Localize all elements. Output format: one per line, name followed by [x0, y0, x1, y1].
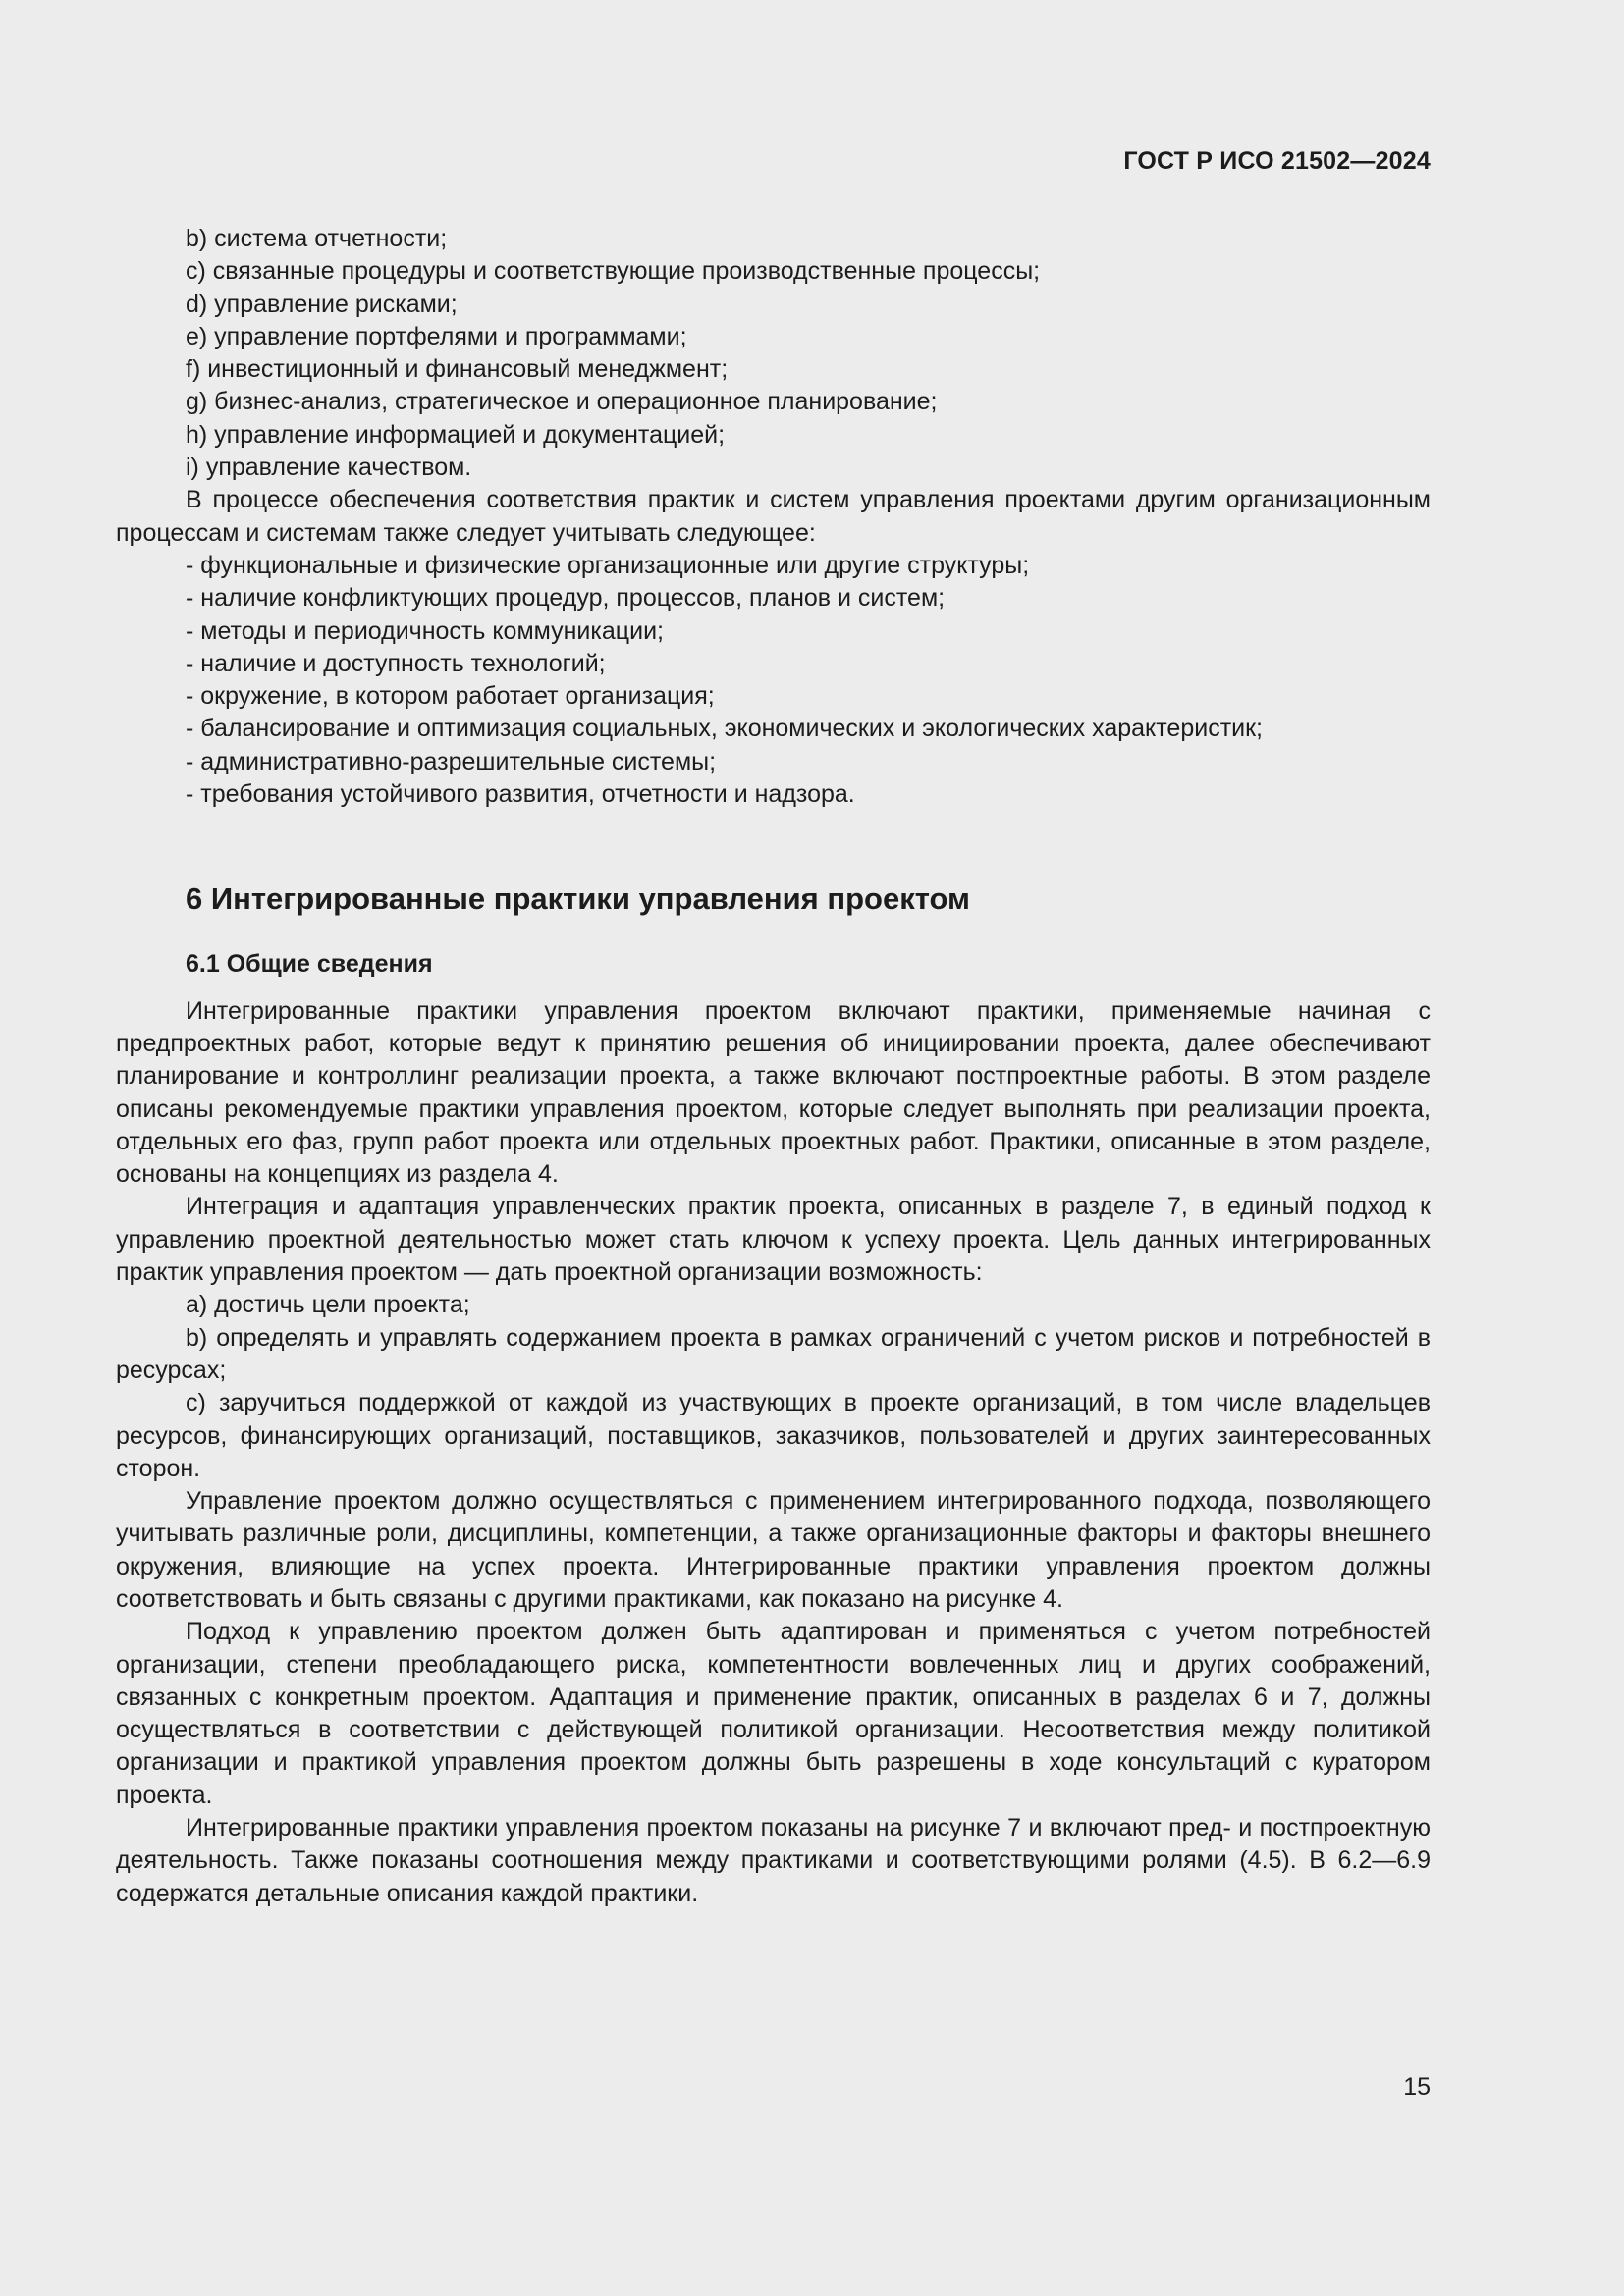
dash-list-item: - окружение, в котором работает организация;	[186, 682, 715, 711]
page-number: 15	[1403, 2073, 1431, 2101]
dash-list-item: - балансирование и оптимизация социальных, экономических и экологических характеристик;	[186, 715, 1263, 743]
paragraph: Управление проектом должно осуществляться с применением интегрированного подхода, позволяющего учитывать различные роли, дисциплины, компетенции, а также организационные факторы и факторы внешнего окружения, влияющие на успех проекта. Интегрированные практики управления проектом должны соответствовать и быть связаны с другими практиками, как показано на рисунке 4.	[116, 1487, 1431, 1613]
dash-list-item: - наличие и доступность технологий;	[186, 649, 606, 677]
list-item: h) управление информацией и документацией;	[186, 420, 726, 449]
list-item: d) управление рисками;	[186, 290, 458, 318]
spacer	[116, 919, 1431, 948]
spacer	[116, 982, 1431, 995]
dash-list-item: - административно-разрешительные системы;	[186, 747, 717, 775]
subsection-6-1-heading: 6.1 Общие сведения	[186, 950, 433, 979]
list-item: a) достичь цели проекта;	[186, 1291, 470, 1319]
list-item: e) управление портфелями и программами;	[186, 322, 687, 350]
list-item: i) управление качеством.	[186, 454, 472, 482]
paragraph: Подход к управлению проектом должен быть адаптирован и применяться с учетом потребностей организации, степени преобладающего риска, компетентности вовлеченных лиц и других соображений, связанных с конкретным проектом. Адаптация и применение практик, описанных в разделах 6 и 7, должны осуществляться в соответствии с действующей политикой организации. Несоответствия между политикой организации и практикой управления проектом должны быть разрешены в ходе консультаций с куратором проекта.	[116, 1618, 1431, 1809]
dash-list-item: - наличие конфликтующих процедур, процессов, планов и систем;	[186, 584, 946, 613]
dash-list-item: - методы и периодичность коммуникации;	[186, 616, 664, 645]
list-item: c) связанные процедуры и соответствующие производственные процессы;	[186, 257, 1041, 286]
dash-list	[116, 550, 1431, 811]
list-item: b) система отчетности;	[186, 225, 448, 252]
paragraph: Интегрированные практики управления проектом включают практики, применяемые начиная с предпроектных работ, которые ведут к принятию решения об инициировании проекта, далее обеспечивают планирование и контроллинг реализации проекта, а также включают постпроектные работы. В этом разделе описаны рекомендуемые практики управления проектом, которые следует выполнять при реализации проекта, отдельных его фаз, групп работ проекта или отдельных проектных работ. Практики, описанные в этом разделе, основаны на концепциях из раздела 4.	[116, 996, 1431, 1189]
dash-list-item: - функциональные и физические организационные или другие структуры;	[186, 551, 1030, 579]
list-item: g) бизнес-анализ, стратегическое и операционное планирование;	[186, 388, 938, 416]
page-content	[116, 223, 1431, 1910]
enumerated-list-continued	[116, 223, 1431, 484]
list-item: c) заручиться поддержкой от каждой из участвующих в проекте организаций, в том числе владельцев ресурсов, финансирующих организаций, поставщиков, заказчиков, пользователей и других заинтересованных сторон.	[116, 1389, 1431, 1482]
section-6-heading: 6 Интегрированные практики управления проектом	[186, 881, 970, 917]
list-item: b) определять и управлять содержанием проекта в рамках ограничений с учетом рисков и потребностей в ресурсах;	[116, 1323, 1431, 1384]
paragraph: Интеграция и адаптация управленческих практик проекта, описанных в разделе 7, в единый подход к управлению проектной деятельностью может стать ключом к успеху проекта. Цель данных интегрированных практик управления проектом — дать проектной организации возможность:	[116, 1193, 1431, 1287]
paragraph-consider: В процессе обеспечения соответствия практик и систем управления проектами другим организационным процессам и системам также следует учитывать следующее:	[116, 486, 1431, 547]
spacer	[116, 811, 1431, 880]
dash-list-item: - требования устойчивого развития, отчетности и надзора.	[186, 780, 855, 809]
document-header: ГОСТ Р ИСО 21502—2024	[1123, 147, 1431, 175]
paragraph: Интегрированные практики управления проектом показаны на рисунке 7 и включают пред- и постпроектную деятельность. Также показаны соотношения между практиками и соответствующими ролями (4.5). В 6.2—6.9 содержатся детальные описания каждой практики.	[116, 1814, 1431, 1907]
list-item: f) инвестиционный и финансовый менеджмент;	[186, 355, 729, 384]
